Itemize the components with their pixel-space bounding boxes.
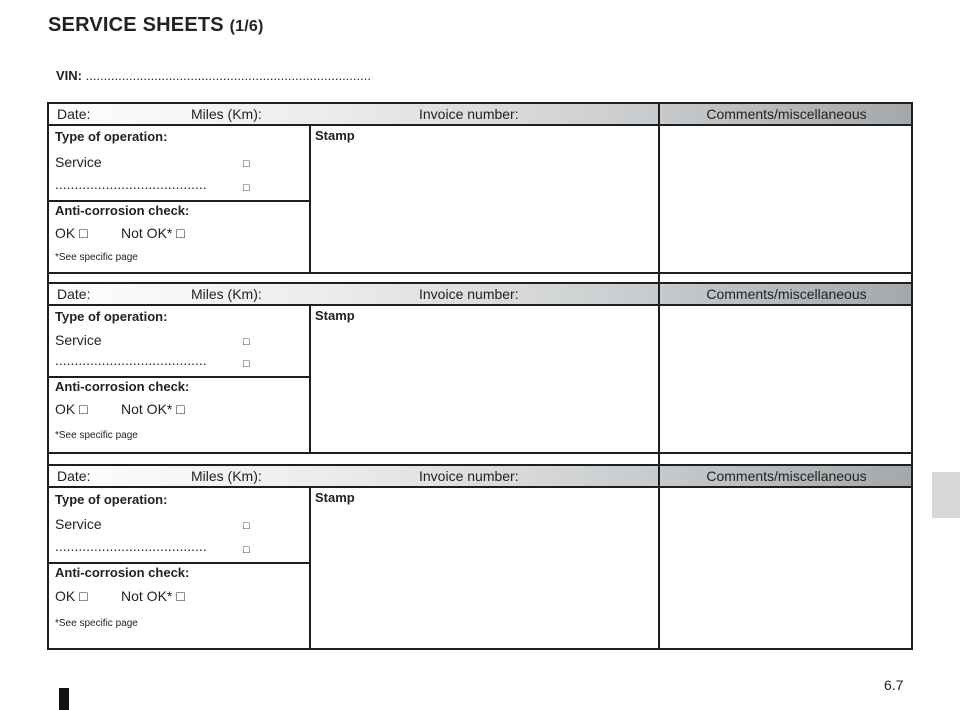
- stamp-column: [311, 488, 660, 650]
- not-ok-checkbox[interactable]: Not OK* □: [121, 401, 185, 417]
- sheet-gap: [47, 454, 913, 464]
- stamp-column: [311, 126, 660, 274]
- sheet-body: [49, 126, 911, 274]
- other-operation-field[interactable]: .......................................: [55, 538, 207, 554]
- other-operation-checkbox[interactable]: □: [243, 182, 250, 194]
- other-operation-checkbox[interactable]: □: [243, 358, 250, 370]
- header-invoice: Invoice number:: [419, 468, 519, 484]
- anti-corrosion-label: Anti-corrosion check:: [55, 203, 190, 218]
- header-invoice: Invoice number:: [419, 286, 519, 302]
- service-label: Service: [55, 154, 102, 170]
- not-ok-checkbox[interactable]: Not OK* □: [121, 225, 185, 241]
- header-comments: Comments/miscellaneous: [706, 468, 867, 484]
- stamp-label: Stamp: [315, 128, 355, 143]
- anti-corrosion-label: Anti-corrosion check:: [55, 565, 190, 580]
- service-checkbox[interactable]: □: [243, 158, 250, 170]
- service-label: Service: [55, 516, 102, 532]
- sheet-body: [49, 306, 911, 454]
- page-title: [48, 14, 264, 37]
- vin-field[interactable]: ...............................................................................: [85, 68, 371, 83]
- vin-label: VIN:: [56, 68, 82, 83]
- gap-divider: [658, 274, 660, 282]
- type-of-operation-label: Type of operation:: [55, 492, 168, 507]
- other-operation-field[interactable]: .......................................: [55, 176, 207, 192]
- service-sheet-3: [47, 464, 913, 650]
- specific-page-note: *See specific page: [55, 252, 138, 263]
- section-tab-marker: [932, 472, 960, 518]
- operation-column: [49, 306, 311, 454]
- section-divider: [49, 562, 309, 564]
- service-label: Service: [55, 332, 102, 348]
- header-date: Date:: [57, 106, 91, 122]
- service-sheet-2: [47, 282, 913, 454]
- title-page-count: (1/6): [229, 18, 264, 35]
- operation-column: [49, 488, 311, 650]
- sheet-header: [49, 284, 911, 306]
- header-invoice: Invoice number:: [419, 106, 519, 122]
- specific-page-note: *See specific page: [55, 430, 138, 441]
- ok-checkbox[interactable]: OK □: [55, 225, 88, 241]
- header-miles: Miles (Km):: [191, 286, 262, 302]
- type-of-operation-label: Type of operation:: [55, 129, 168, 144]
- specific-page-note: *See specific page: [55, 618, 138, 629]
- header-miles: Miles (Km):: [191, 468, 262, 484]
- service-checkbox[interactable]: □: [243, 336, 250, 348]
- header-date: Date:: [57, 286, 91, 302]
- other-operation-checkbox[interactable]: □: [243, 544, 250, 556]
- title-text: SERVICE SHEETS: [48, 14, 224, 36]
- service-checkbox[interactable]: □: [243, 520, 250, 532]
- stamp-label: Stamp: [315, 308, 355, 323]
- type-of-operation-label: Type of operation:: [55, 309, 168, 324]
- header-date: Date:: [57, 468, 91, 484]
- stamp-label: Stamp: [315, 490, 355, 505]
- sheet-gap: [47, 274, 913, 282]
- gap-divider: [658, 454, 660, 464]
- anti-corrosion-label: Anti-corrosion check:: [55, 379, 190, 394]
- section-divider: [49, 376, 309, 378]
- page-edge-marker: [59, 688, 69, 710]
- vin-line: [56, 68, 371, 83]
- sheet-body: [49, 488, 911, 650]
- service-sheet-1: [47, 102, 913, 274]
- not-ok-checkbox[interactable]: Not OK* □: [121, 588, 185, 604]
- sheet-header: [49, 466, 911, 488]
- ok-checkbox[interactable]: OK □: [55, 401, 88, 417]
- header-miles: Miles (Km):: [191, 106, 262, 122]
- other-operation-field[interactable]: .......................................: [55, 352, 207, 368]
- header-comments: Comments/miscellaneous: [706, 286, 867, 302]
- header-comments: Comments/miscellaneous: [706, 106, 867, 122]
- stamp-column: [311, 306, 660, 454]
- page-number: 6.7: [884, 677, 904, 693]
- section-divider: [49, 200, 309, 202]
- operation-column: [49, 126, 311, 274]
- sheet-header: [49, 104, 911, 126]
- ok-checkbox[interactable]: OK □: [55, 588, 88, 604]
